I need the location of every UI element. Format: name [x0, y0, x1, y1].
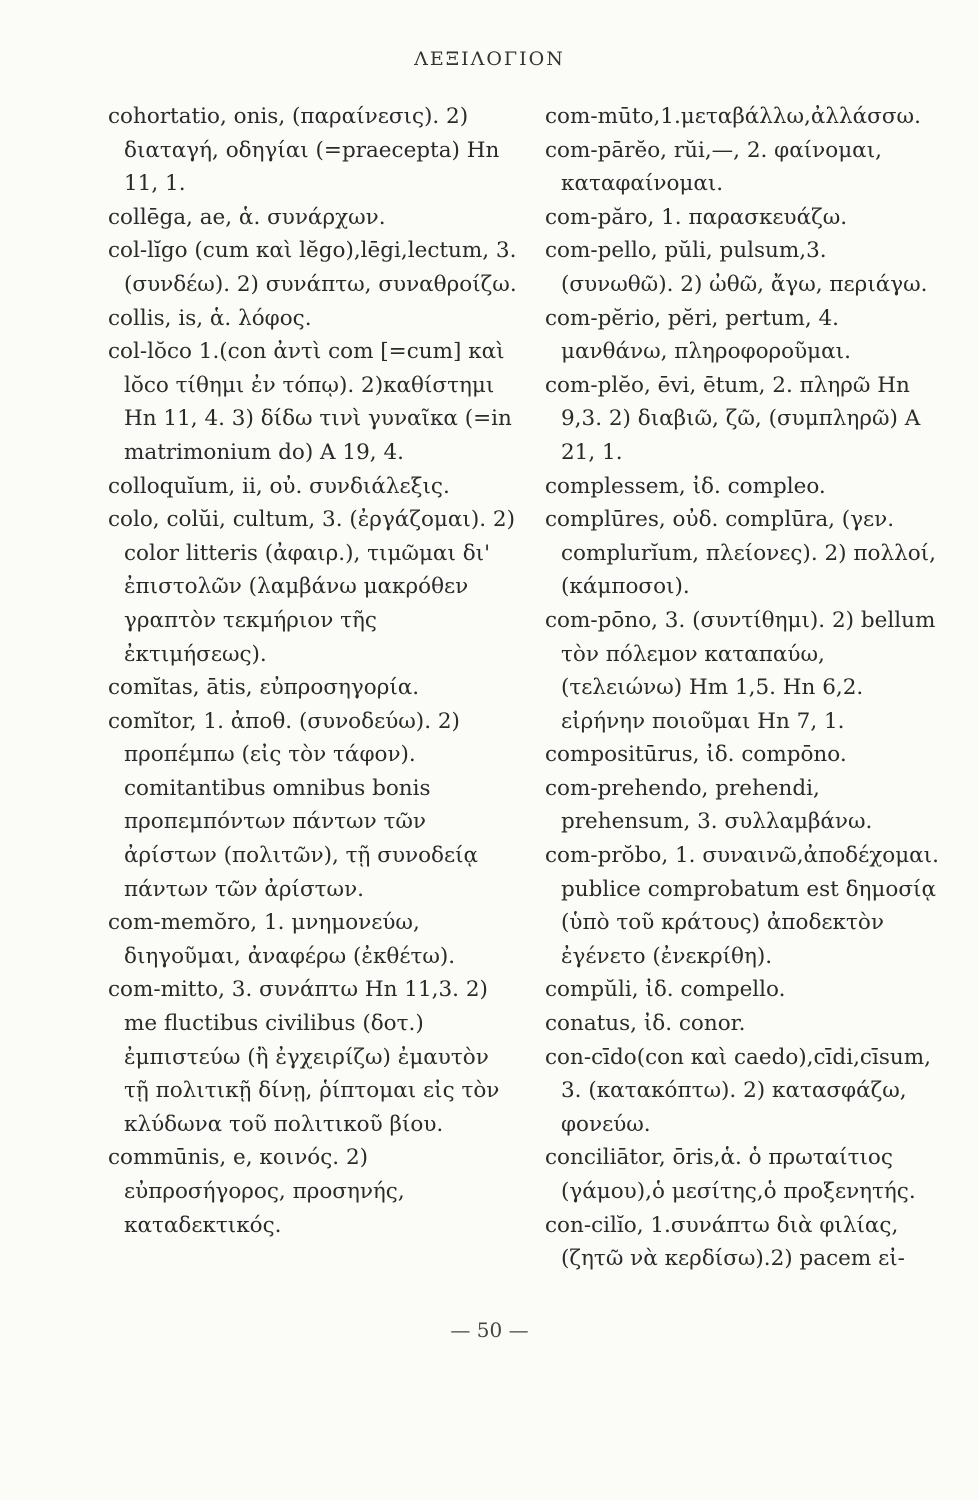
- right-column: [545, 100, 945, 1276]
- dictionary-entry: com-mūto,1.μεταβάλλω,ἀλλάσσω.: [545, 104, 921, 129]
- dictionary-entry: com-memŏro, 1. μνημονεύω, διηγοῦμαι, ἀναφέρω (ἐκθέτω).: [108, 910, 456, 969]
- dictionary-entry: colloquĭum, ii, οὐ. συνδιάλεξις.: [108, 473, 450, 499]
- dictionary-entry: conatus, ἰδ. conor.: [545, 1011, 746, 1037]
- dictionary-entry: colo, colŭi, cultum, 3. (ἐργάζομαι). 2) color litteris (ἀφαιρ.), τιμῶμαι δι' ἐπιστολῶν (λαμβάνω μακρόθεν γραπτὸν τεκμήριον τῆς ἐκτιμήσεως).: [108, 507, 515, 667]
- dictionary-entry: cohortatio, onis, (παραίνεσις). 2) διαταγή, οδηγίαι (=praecepta) Hn 11, 1.: [108, 104, 500, 197]
- dictionary-entry: col-lŏco 1.(con ἀντὶ com [=cum] καὶ lŏco τίθημι ἐν τόπῳ). 2)καθίστημι Hn 11, 4. 3) δίδω τινὶ γυναῖκα (=in matrimonium do) A 19, 4.: [108, 339, 512, 465]
- dictionary-entry: commūnis, e, κοινός. 2) εὐπροσήγορος, προσηνής, καταδεκτικός.: [108, 1145, 405, 1238]
- dictionary-entry: collis, is, ἁ. λόφος.: [108, 305, 312, 331]
- dictionary-entry: com-mitto, 3. συνάπτω Hn 11,3. 2) me fluctibus civilibus (δοτ.) ἐμπιστεύω (ἢ ἐγχειρίζω) ἐμαυτὸν τῇ πολιτικῇ δίνῃ, ῥίπτομαι εἰς τὸν κλύδωνα τοῦ πολιτικοῦ βίου.: [108, 977, 500, 1137]
- dictionary-entry: com-pārĕo, rŭi,—, 2. φαίνομαι, καταφαίνομαι.: [545, 137, 882, 197]
- dictionary-entry: col-lĭgo (cum καὶ lĕgo),lēgi,lectum, 3. (συνδέω). 2) συνάπτω, συναθροίζω.: [108, 238, 517, 297]
- dictionary-entry: comĭtor, 1. ἀποθ. (συνοδεύω). 2) προπέμπω (εἰς τὸν τάφον). comitantibus omnibus bonis προπεμπόντων πάντων τῶν ἀρίστων (πολιτῶν), τῇ συνοδείᾳ πάντων τῶν ἀρίστων.: [108, 708, 479, 902]
- dictionary-entry: compŭli, ἰδ. compello.: [545, 977, 786, 1003]
- dictionary-entry: complūres, οὐδ. complūra, (γεν. complurĭum, πλείονες). 2) πολλοί, (κάμποσοι).: [545, 507, 936, 600]
- dictionary-entry: com-pōno, 3. (συντίθημι). 2) bellum τὸν πόλεμον καταπαύω, (τελειώνω) Hm 1,5. Hn 6,2. εἰρήνην ποιοῦμαι Hn 7, 1.: [545, 607, 936, 734]
- dictionary-entry: compositūrus, ἰδ. compōno.: [545, 742, 847, 768]
- page-header: ΛΕΞΙΛΟΓΙΟΝ: [414, 48, 565, 70]
- dictionary-entry: com-pĕrio, pĕri, pertum, 4. μανθάνω, πληροφοροῦμαι.: [545, 305, 851, 365]
- dictionary-entry: com-prehendo, prehendi, prehensum, 3. συλλαμβάνω.: [545, 775, 873, 835]
- dictionary-entry: con-cīdo(con καὶ caedo),cīdi,cīsum, 3. (κατακόπτω). 2) κατασφάζω, φονεύω.: [545, 1044, 931, 1137]
- dictionary-entry: com-plĕo, ēvi, ētum, 2. πληρῶ Hn 9,3. 2) διαβιῶ, ζῶ, (συμπληρῶ) A 21, 1.: [545, 372, 921, 465]
- dictionary-entry: com-pello, pŭli, pulsum,3. (συνωθῶ). 2) ὠθῶ, ἄγω, περιάγω.: [545, 238, 928, 297]
- dictionary-entry: conciliātor, ōris,ἁ. ὁ πρωταίτιος (γάμου),ὁ μεσίτης,ὁ προξενητής.: [545, 1145, 916, 1204]
- dictionary-entry: complessem, ἰδ. compleo.: [545, 473, 826, 499]
- page-number: — 50 —: [450, 1318, 529, 1342]
- dictionary-entry: com-păro, 1. παρασκευάζω.: [545, 204, 848, 230]
- left-column: [108, 100, 518, 1242]
- dictionary-entry: comĭtas, ātis, εὐπροσηγορία.: [108, 675, 420, 701]
- dictionary-entry: con-cilĭo, 1.συνάπτω διὰ φιλίας, (ζητῶ νὰ κερδίσω).2) pacem εἰ-: [545, 1212, 905, 1272]
- dictionary-entry: collēga, ae, ἁ. συνάρχων.: [108, 204, 386, 230]
- dictionary-entry: com-prŏbo, 1. συναινῶ,ἀποδέχομαι. publice comprobatum est δημοσίᾳ (ὑπὸ τοῦ κράτους) ἀποδεκτὸν ἐγένετο (ἐνεκρίθη).: [545, 843, 939, 969]
